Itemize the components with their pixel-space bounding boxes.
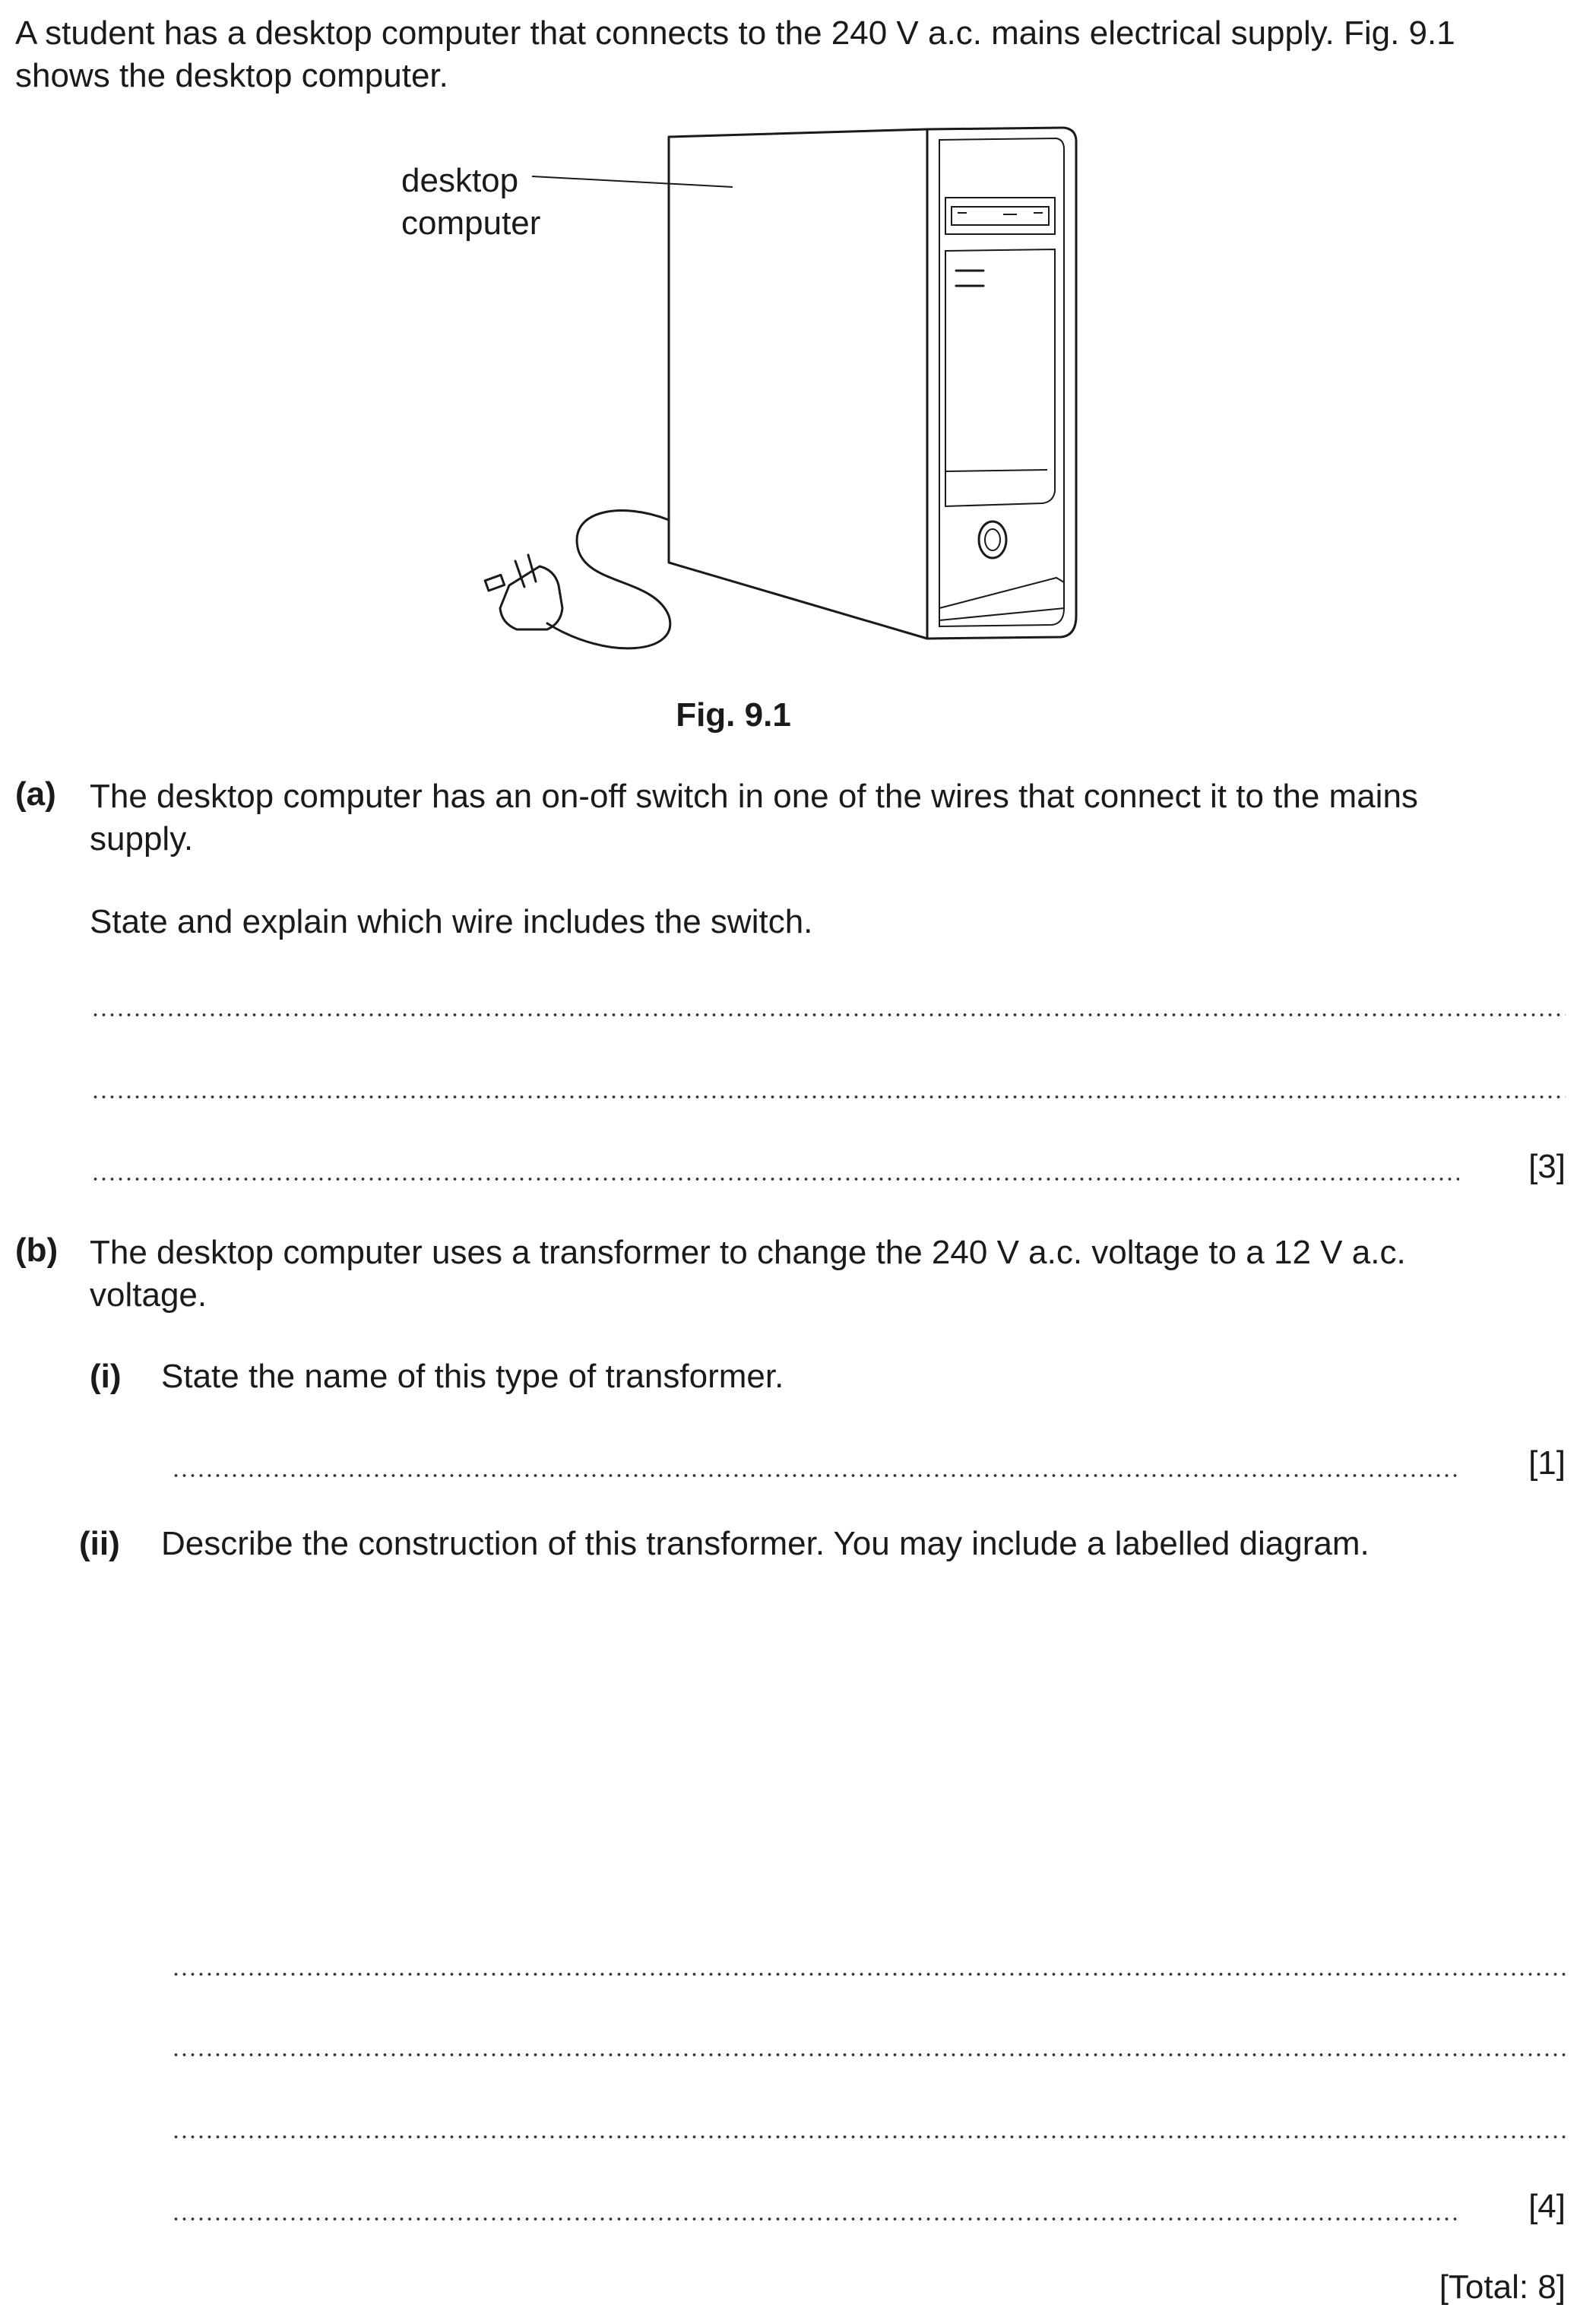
tower-side-panel <box>669 129 927 639</box>
power-cable <box>547 511 670 648</box>
sub-ii-question: Describe the construction of this transformer. You may include a labelled diagram. <box>161 1525 1370 1562</box>
figure-label <box>401 160 540 245</box>
figure-caption: Fig. 9.1 <box>676 696 791 734</box>
intro-line-2: shows the desktop computer. <box>15 57 448 94</box>
intro-line-1: A student has a desktop computer that connects to the 240 V a.c. mains electrical supply. Fig. 9.1 <box>15 14 1455 52</box>
answer-line-b-i[interactable] <box>172 1472 1459 1479</box>
bottom-vent <box>939 578 1064 620</box>
answer-line-b-ii-1[interactable] <box>172 1970 1566 1978</box>
part-a-marks: [3] <box>1528 1148 1566 1185</box>
part-b-label: (b) <box>15 1232 59 1269</box>
sub-i-marks: [1] <box>1528 1444 1566 1482</box>
figure-label-line-2: computer <box>401 204 541 242</box>
sub-i-label: (i) <box>90 1358 122 1395</box>
part-b-line-1: The desktop computer uses a transformer to change the 240 V a.c. voltage to a 12 V a.c. <box>90 1234 1406 1271</box>
part-b-question <box>90 1232 1566 1317</box>
part-a-line-2: supply. <box>90 820 194 858</box>
part-a-line-1: The desktop computer has an on-off switch in one of the wires that connect it to the mains <box>90 778 1418 815</box>
sub-ii-label: (ii) <box>79 1525 120 1562</box>
intro-paragraph <box>15 12 1543 97</box>
plug-pin <box>515 561 524 587</box>
part-b-line-2: voltage. <box>90 1276 207 1314</box>
power-button <box>979 521 1006 558</box>
figure-label-line-1: desktop <box>401 162 519 199</box>
answer-line-b-ii-3[interactable] <box>172 2133 1566 2141</box>
label-leader-line <box>532 176 733 187</box>
part-a-question <box>90 775 1566 861</box>
optical-drive <box>952 207 1049 225</box>
answer-line-a3[interactable] <box>91 1175 1459 1183</box>
sub-i-question: State the name of this type of transformer. <box>161 1358 784 1395</box>
part-a-instruction: State and explain which wire includes the switch. <box>90 903 813 940</box>
total-marks: [Total: 8] <box>1439 2268 1566 2306</box>
front-recessed-panel <box>945 249 1055 506</box>
plug-body <box>500 566 562 629</box>
drive-bay <box>945 198 1055 234</box>
tower-front-panel <box>927 128 1076 639</box>
answer-line-b-ii-4[interactable] <box>172 2215 1459 2223</box>
sub-ii-marks: [4] <box>1528 2188 1566 2225</box>
answer-line-a1[interactable] <box>91 1011 1566 1019</box>
answer-line-a2[interactable] <box>91 1093 1566 1101</box>
part-a-label: (a) <box>15 775 56 813</box>
answer-line-b-ii-2[interactable] <box>172 2051 1566 2059</box>
